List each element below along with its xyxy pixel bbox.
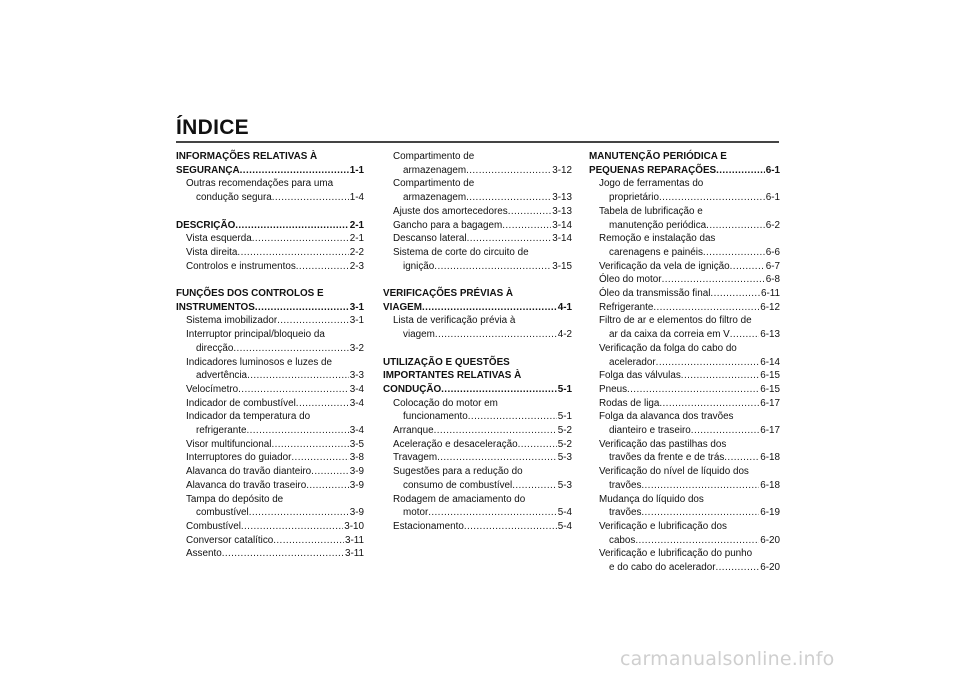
- toc-entry-title: travões da frente e de trás: [609, 452, 725, 464]
- toc-entry: [176, 424, 364, 438]
- toc-entry: [589, 301, 780, 315]
- toc-entry: [176, 465, 364, 479]
- toc-entry: [176, 314, 364, 328]
- dot-leader: [238, 383, 349, 397]
- dot-leader: [730, 260, 765, 274]
- toc-entry: [589, 205, 780, 219]
- dot-leader: [306, 479, 349, 493]
- toc-page-number: 6-20: [760, 562, 780, 574]
- toc-page-number: 2-1: [349, 233, 364, 245]
- toc-page-number: 3-15: [552, 260, 572, 272]
- dot-leader: [730, 328, 759, 342]
- dot-leader: [467, 232, 552, 246]
- toc-entry: [589, 383, 780, 397]
- toc-entry-title: acelerador: [609, 356, 656, 368]
- toc-entry-title: Tampa do depósito de: [186, 493, 284, 505]
- toc-page-number: 5-2: [557, 438, 572, 450]
- toc-entry: [383, 479, 572, 493]
- toc-page-number: 5-1: [557, 383, 572, 395]
- toc-entry-title: UTILIZAÇÃO E QUESTÕES: [383, 356, 510, 368]
- toc-entry-title: Remoção e instalação das: [599, 233, 716, 245]
- dot-leader: [656, 356, 760, 370]
- toc-entry: [589, 534, 780, 548]
- toc-section-heading: [176, 150, 364, 164]
- dot-leader: [291, 451, 348, 465]
- toc-entry-title: Aceleração e desaceleração: [393, 438, 518, 450]
- toc-page-number: 3-11: [344, 548, 364, 560]
- toc-entry: [589, 246, 780, 260]
- toc-entry: [383, 219, 572, 233]
- toc-entry-title: motor: [403, 507, 429, 519]
- toc-entry-title: MANUTENÇÃO PERIÓDICA E: [589, 151, 727, 162]
- dot-leader: [255, 301, 349, 315]
- toc-page-number: 6-1: [765, 164, 780, 176]
- toc-entry: [176, 177, 364, 191]
- toc-entry-title: FUNÇÕES DOS CONTROLOS E: [176, 288, 324, 299]
- dot-leader: [311, 465, 349, 479]
- toc-entry: [176, 356, 364, 370]
- toc-entry: [176, 342, 364, 356]
- toc-entry-title: Visor multifuncional: [186, 438, 272, 450]
- toc-entry-title: Verificação da vela de ignição: [599, 260, 730, 272]
- toc-entry-title: Estacionamento: [393, 520, 464, 532]
- dot-leader: [466, 191, 551, 205]
- toc-entry-title: Sistema de corte do circuito de: [393, 246, 529, 258]
- toc-entry-title: Verificação e lubrificação do punho: [599, 548, 753, 560]
- toc-page-number: 3-13: [552, 192, 572, 204]
- dot-leader: [659, 397, 759, 411]
- toc-entry: [383, 506, 572, 520]
- toc-page-number: 3-4: [349, 383, 364, 395]
- toc-page-number: 4-2: [557, 329, 572, 341]
- toc-section-heading: [383, 301, 572, 315]
- dot-leader: [240, 164, 349, 178]
- toc-entry: [589, 506, 780, 520]
- toc-page-number: 6-11: [760, 288, 780, 300]
- toc-page-number: 5-3: [557, 452, 572, 464]
- toc-entry-title: Mudança do líquido dos: [599, 493, 704, 505]
- toc-entry-title: Lista de verificação prévia à: [393, 315, 516, 327]
- toc-entry: [383, 520, 572, 534]
- toc-page-number: 2-3: [349, 260, 364, 272]
- toc-section-heading: [589, 164, 780, 178]
- dot-leader: [691, 424, 759, 438]
- toc-entry-title: Velocímetro: [186, 383, 239, 395]
- toc-page-number: 3-9: [349, 479, 364, 491]
- toc-entry: [176, 232, 364, 246]
- dot-leader: [296, 397, 349, 411]
- dot-leader: [512, 479, 556, 493]
- toc-entry: [176, 520, 364, 534]
- dot-leader: [437, 451, 557, 465]
- toc-entry: [589, 219, 780, 233]
- toc-page-number: 2-1: [349, 219, 364, 231]
- dot-leader: [296, 260, 349, 274]
- toc-entry-title: SEGURANÇA: [176, 164, 240, 176]
- toc-entry-title: Ajuste dos amortecedores: [393, 205, 508, 217]
- toc-entry: [176, 397, 364, 411]
- toc-entry-title: travões: [609, 507, 642, 519]
- dot-leader: [724, 451, 759, 465]
- toc-entry-title: Sugestões para a redução do: [393, 466, 523, 478]
- toc-entry-title: ignição: [403, 260, 435, 272]
- toc-page-number: 3-12: [552, 164, 572, 176]
- toc-entry: [176, 410, 364, 424]
- toc-entry: [176, 191, 364, 205]
- toc-page-number: 3-8: [349, 452, 364, 464]
- toc-entry-title: Assento: [186, 548, 222, 560]
- toc-entry: [383, 493, 572, 507]
- toc-entry: [589, 438, 780, 452]
- toc-entry: [589, 191, 780, 205]
- toc-page-number: 6-18: [760, 479, 780, 491]
- toc-entry: [589, 520, 780, 534]
- toc-page-number: 6-20: [760, 534, 780, 546]
- dot-leader: [653, 301, 759, 315]
- toc-entry-title: Indicadores luminosos e luzes de: [186, 356, 333, 368]
- dot-leader: [466, 164, 551, 178]
- dot-leader: [502, 219, 551, 233]
- toc-page-number: 3-9: [349, 507, 364, 519]
- toc-entry-title: Outras recomendações para uma: [186, 178, 334, 190]
- dot-leader: [716, 164, 765, 178]
- toc-entry-title: Verificação do nível de líquido dos: [599, 466, 749, 478]
- toc-page-number: 5-2: [557, 425, 572, 437]
- dot-leader: [710, 287, 760, 301]
- toc-page-number: 3-13: [552, 205, 572, 217]
- toc-section-heading: [383, 356, 572, 370]
- toc-entry: [383, 328, 572, 342]
- toc-entry-title: manutenção periódica: [609, 219, 707, 231]
- toc-entry: [589, 328, 780, 342]
- dot-leader: [241, 520, 343, 534]
- dot-leader: [508, 205, 552, 219]
- toc-entry: [176, 328, 364, 342]
- toc-page-number: 5-4: [557, 507, 572, 519]
- dot-leader: [627, 383, 759, 397]
- toc-entry: [589, 479, 780, 493]
- toc-page-number: 2-2: [349, 246, 364, 258]
- toc-entry-title: Verificação das pastilhas dos: [599, 438, 727, 450]
- toc-column-2: [383, 150, 572, 534]
- toc-entry: [176, 451, 364, 465]
- toc-entry-title: Verificação e lubrificação dos: [599, 520, 727, 532]
- toc-entry: [589, 342, 780, 356]
- toc-page-number: 3-4: [349, 425, 364, 437]
- toc-entry: [589, 273, 780, 287]
- toc-page-number: 6-15: [760, 370, 780, 382]
- toc-entry: [383, 191, 572, 205]
- toc-page-number: 3-5: [349, 438, 364, 450]
- dot-leader: [716, 561, 760, 575]
- toc-entry-title: Alavanca do travão traseiro: [186, 479, 307, 491]
- toc-entry-title: Travagem: [393, 452, 438, 464]
- toc-entry-title: Verificação da folga do cabo do: [599, 342, 737, 354]
- toc-entry: [589, 410, 780, 424]
- title-rule: [176, 141, 779, 143]
- toc-section-heading: [383, 383, 572, 397]
- spacer: [383, 342, 572, 356]
- toc-page-number: 1-4: [349, 192, 364, 204]
- watermark: carmanualsonline.info: [620, 648, 835, 670]
- toc-entry-title: Compartimento de: [393, 151, 475, 162]
- toc-page-number: 3-3: [349, 370, 364, 382]
- toc-page-number: 1-1: [349, 164, 364, 176]
- toc-entry-title: INFORMAÇÕES RELATIVAS À: [176, 151, 318, 162]
- toc-entry: [589, 493, 780, 507]
- dot-leader: [422, 301, 557, 315]
- dot-leader: [249, 506, 349, 520]
- toc-entry-title: VERIFICAÇÕES PRÉVIAS À: [383, 288, 514, 300]
- dot-leader: [277, 314, 349, 328]
- dot-leader: [659, 191, 765, 205]
- toc-entry-title: IMPORTANTES RELATIVAS À: [383, 370, 522, 382]
- toc-entry-title: PEQUENAS REPARAÇÕES: [589, 164, 717, 176]
- toc-entry: [383, 205, 572, 219]
- toc-page-number: 6-18: [760, 452, 780, 464]
- toc-page-number: 6-15: [760, 383, 780, 395]
- toc-page-number: 3-11: [344, 534, 364, 546]
- dot-leader: [222, 547, 344, 561]
- dot-leader: [273, 534, 344, 548]
- toc-page-number: 6-13: [760, 329, 780, 341]
- toc-page-number: 4-1: [557, 301, 572, 313]
- toc-section-heading: [383, 369, 572, 383]
- toc-entry: [176, 260, 364, 274]
- toc-entry: [383, 465, 572, 479]
- toc-entry-title: Interruptor principal/bloqueio da: [186, 329, 325, 341]
- toc-entry-title: Tabela de lubrificação e: [599, 205, 703, 217]
- toc-entry-title: combustível: [196, 507, 249, 519]
- toc-section-heading: [176, 287, 364, 301]
- toc-entry: [589, 232, 780, 246]
- toc-entry: [589, 260, 780, 274]
- dot-leader: [435, 328, 557, 342]
- toc-section-heading: [176, 164, 364, 178]
- toc-entry-title: Indicador de combustível: [186, 397, 296, 409]
- dot-leader: [441, 383, 557, 397]
- toc-entry-title: CONDUÇÃO: [383, 383, 442, 395]
- toc-entry-title: armazenagem: [403, 192, 467, 204]
- toc-column-3: [589, 150, 780, 575]
- toc-entry-title: Folga das válvulas: [599, 370, 681, 382]
- toc-entry: [176, 438, 364, 452]
- toc-entry: [589, 561, 780, 575]
- toc-entry: [383, 260, 572, 274]
- toc-entry-title: Filtro de ar e elementos do filtro de: [599, 315, 752, 327]
- toc-entry: [383, 438, 572, 452]
- toc-entry-title: Rodagem de amaciamento do: [393, 493, 526, 505]
- dot-leader: [518, 438, 557, 452]
- toc-page-number: 3-1: [349, 301, 364, 313]
- toc-entry-title: Vista esquerda: [186, 233, 252, 245]
- dot-leader: [641, 479, 759, 493]
- toc-entry-title: Óleo do motor: [599, 274, 662, 286]
- toc-page-number: 3-10: [344, 520, 364, 532]
- toc-entry-title: Gancho para a bagagem: [393, 219, 503, 231]
- toc-entry: [383, 177, 572, 191]
- dot-leader: [428, 506, 556, 520]
- toc-entry-title: travões: [609, 479, 642, 491]
- toc-page-number: 6-17: [760, 397, 780, 409]
- toc-page-number: 5-4: [557, 520, 572, 532]
- toc-entry-title: Pneus: [599, 383, 628, 395]
- dot-leader: [706, 219, 765, 233]
- toc-page-number: 3-2: [349, 342, 364, 354]
- dot-leader: [237, 246, 348, 260]
- dot-leader: [247, 424, 349, 438]
- toc-entry: [176, 369, 364, 383]
- toc-page-number: 3-14: [552, 219, 572, 231]
- toc-entry: [589, 287, 780, 301]
- dot-leader: [662, 273, 765, 287]
- spacer: [176, 205, 364, 219]
- toc-entry: [589, 397, 780, 411]
- toc-entry: [383, 150, 572, 164]
- toc-entry-title: VIAGEM: [383, 301, 422, 313]
- toc-entry-title: INSTRUMENTOS: [176, 301, 255, 313]
- toc-entry-title: Colocação do motor em: [393, 397, 498, 409]
- toc-entry: [383, 410, 572, 424]
- toc-entry: [589, 314, 780, 328]
- toc-entry-title: Jogo de ferramentas do: [599, 178, 704, 190]
- toc-entry-title: Interruptores do guiador: [186, 452, 292, 464]
- toc-entry-title: Rodas de liga: [599, 397, 660, 409]
- toc-entry: [383, 246, 572, 260]
- toc-entry: [383, 314, 572, 328]
- toc-page-number: 6-7: [765, 260, 780, 272]
- toc-entry-title: Refrigerante: [599, 301, 654, 313]
- toc-entry-title: Óleo da transmissão final: [599, 288, 711, 300]
- toc-section-heading: [589, 150, 780, 164]
- dot-leader: [233, 342, 348, 356]
- toc-entry-title: proprietário: [609, 192, 659, 204]
- dot-leader: [434, 424, 557, 438]
- toc-page-number: 3-1: [349, 315, 364, 327]
- dot-leader: [252, 232, 349, 246]
- toc-entry-title: direcção: [196, 342, 234, 354]
- toc-entry: [589, 177, 780, 191]
- toc-entry: [176, 534, 364, 548]
- toc-entry-title: condução segura: [196, 192, 272, 204]
- spacer: [176, 273, 364, 287]
- toc-entry-title: funcionamento: [403, 411, 468, 423]
- toc-entry-title: cabos: [609, 534, 636, 546]
- toc-entry-title: Controlos e instrumentos: [186, 260, 296, 272]
- toc-entry: [176, 246, 364, 260]
- toc-entry: [383, 164, 572, 178]
- toc-entry: [383, 424, 572, 438]
- toc-page-number: 6-6: [765, 246, 780, 258]
- dot-leader: [641, 506, 759, 520]
- toc-entry-title: Sistema imobilizador: [186, 315, 278, 327]
- toc-entry: [176, 383, 364, 397]
- toc-entry-title: Conversor catalítico: [186, 534, 274, 546]
- toc-entry-title: refrigerante: [196, 425, 247, 437]
- toc-entry-title: Vista direita: [186, 246, 238, 258]
- toc-entry: [589, 451, 780, 465]
- toc-section-heading: [176, 219, 364, 233]
- toc-page-number: 6-17: [760, 425, 780, 437]
- toc-entry: [383, 232, 572, 246]
- dot-leader: [247, 369, 349, 383]
- toc-entry-title: Folga da alavanca dos travões: [599, 411, 734, 423]
- toc-entry-title: dianteiro e traseiro: [609, 425, 691, 437]
- toc-entry-title: ar da caixa da correia em V: [609, 329, 730, 341]
- toc-page-number: 6-14: [760, 356, 780, 368]
- dot-leader: [468, 410, 557, 424]
- toc-entry-title: Arranque: [393, 425, 434, 437]
- spacer: [383, 273, 572, 287]
- toc-page-number: 5-1: [557, 411, 572, 423]
- toc-entry-title: DESCRIÇÃO: [176, 219, 236, 231]
- dot-leader: [272, 191, 349, 205]
- toc-entry-title: consumo de combustível: [403, 479, 513, 491]
- toc-entry-title: Indicador da temperatura do: [186, 411, 311, 423]
- page-title: ÍNDICE: [176, 116, 249, 139]
- toc-entry: [589, 369, 780, 383]
- toc-entry: [176, 506, 364, 520]
- toc-entry: [383, 397, 572, 411]
- toc-entry-title: e do cabo do acelerador: [609, 562, 716, 574]
- toc-entry: [589, 547, 780, 561]
- toc-entry: [176, 479, 364, 493]
- dot-leader: [235, 219, 348, 233]
- toc-page-number: 6-2: [765, 219, 780, 231]
- toc-entry-title: Combustível: [186, 520, 241, 532]
- toc-entry: [176, 493, 364, 507]
- toc-column-1: [176, 150, 364, 561]
- toc-page-number: 6-12: [760, 301, 780, 313]
- toc-page-number: 6-8: [765, 274, 780, 286]
- toc-entry: [176, 547, 364, 561]
- toc-page-number: 3-4: [349, 397, 364, 409]
- toc-entry: [383, 451, 572, 465]
- toc-entry: [589, 465, 780, 479]
- toc-entry: [589, 424, 780, 438]
- toc-entry: [589, 356, 780, 370]
- toc-page-number: 6-1: [765, 192, 780, 204]
- toc-entry-title: armazenagem: [403, 164, 467, 176]
- toc-entry-title: Descanso lateral: [393, 233, 467, 245]
- toc-entry-title: carenagens e painéis: [609, 246, 703, 258]
- toc-entry-title: Alavanca do travão dianteiro: [186, 466, 312, 478]
- toc-section-heading: [383, 287, 572, 301]
- dot-leader: [271, 438, 348, 452]
- toc-page-number: 6-19: [760, 507, 780, 519]
- toc-page-number: 5-3: [557, 479, 572, 491]
- toc-page-number: 3-14: [552, 233, 572, 245]
- dot-leader: [464, 520, 557, 534]
- toc-entry-title: advertência: [196, 370, 248, 382]
- dot-leader: [703, 246, 765, 260]
- toc-entry-title: viagem: [403, 329, 435, 341]
- dot-leader: [681, 369, 759, 383]
- toc-entry-title: Compartimento de: [393, 178, 475, 190]
- dot-leader: [434, 260, 551, 274]
- toc-section-heading: [176, 301, 364, 315]
- dot-leader: [635, 534, 759, 548]
- toc-page-number: 3-9: [349, 466, 364, 478]
